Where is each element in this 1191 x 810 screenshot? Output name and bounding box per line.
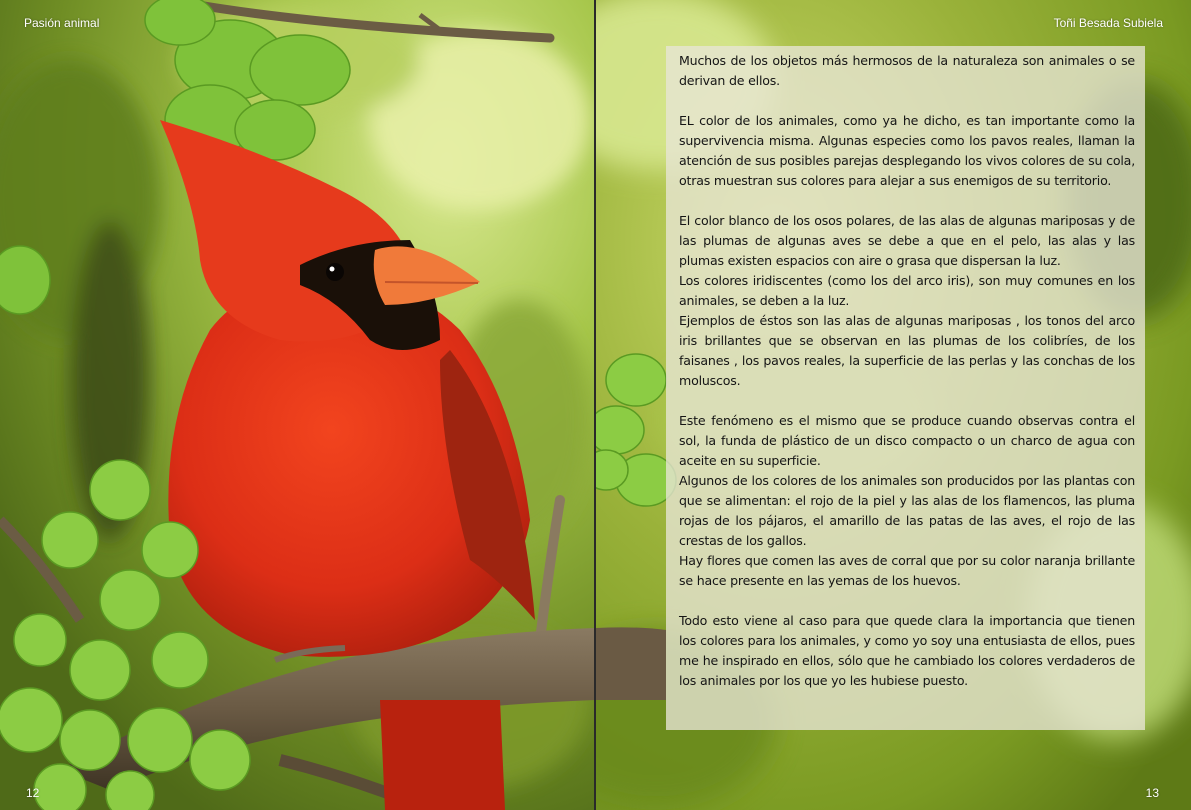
paragraph-line: Algunos de los colores de los animales son producidos por las plantas con que se alimentan: el rojo de la piel y las alas de los flamencos, las pluma rojas de los pájaros, el amarillo de las patas de las aves, el rojo de las crestas de los gallos.	[679, 473, 1135, 548]
paragraph-line: Todo esto viene al caso para que quede clara la importancia que tienen los colores para los animales, y como yo soy una entusiasta de ellos, pues me he inspirado en ellos, sólo que he cambiado los colores verdaderos de los animales por los que yo les hubiese puesto.	[679, 613, 1135, 688]
page-number-right: 13	[1145, 786, 1159, 800]
left-page	[0, 0, 595, 810]
paragraph-line: EL color de los animales, como ya he dicho, es tan importante como la supervivencia misma. Algunas especies como los pavos reales, llaman la atención de sus posibles parejas desplegando los vivos colores de su cola, otras muestran sus colores para alejar a sus enemigos de su territorio.	[679, 113, 1135, 188]
running-header-left: Pasión animal	[24, 16, 100, 30]
paragraph-phenomenon-food	[679, 411, 1135, 591]
paragraph-line: Los colores iridiscentes (como los del arco iris), son muy comunes en los animales, se deben a la luz.	[679, 273, 1135, 308]
paragraph-line: Este fenómeno es el mismo que se produce cuando observas contra el sol, la funda de plástico de un disco compacto o un charco de agua con aceite en su superficie.	[679, 413, 1135, 468]
cardinal-photo	[0, 0, 595, 810]
right-page	[596, 0, 1191, 810]
paragraph-intro	[679, 51, 1135, 91]
paragraph-line: Hay flores que comen las aves de corral que por su color naranja brillante se hace presente en las yemas de los huevos.	[679, 553, 1135, 588]
paragraph-white-iridescent	[679, 211, 1135, 391]
paragraph-line: El color blanco de los osos polares, de las alas de algunas mariposas y de las plumas de algunas aves se debe a que en el pelo, las alas y las plumas existen espacios con aire o grasa que dispersan la luz.	[679, 213, 1135, 268]
article-text-panel	[666, 46, 1145, 730]
paragraph-line: Muchos de los objetos más hermosos de la naturaleza son animales o se derivan de ellos.	[679, 53, 1135, 88]
paragraph-color-importance	[679, 111, 1135, 191]
running-header-right: Toñi Besada Subiela	[1053, 16, 1163, 30]
paragraph-conclusion	[679, 611, 1135, 691]
page-number-left: 12	[26, 786, 40, 800]
paragraph-line: Ejemplos de éstos son las alas de algunas mariposas , los tonos del arco iris brillantes que se observan en las plumas de los colibríes, de los faisanes , los pavos reales, la superficie de las perlas y las conchas de los moluscos.	[679, 313, 1135, 388]
